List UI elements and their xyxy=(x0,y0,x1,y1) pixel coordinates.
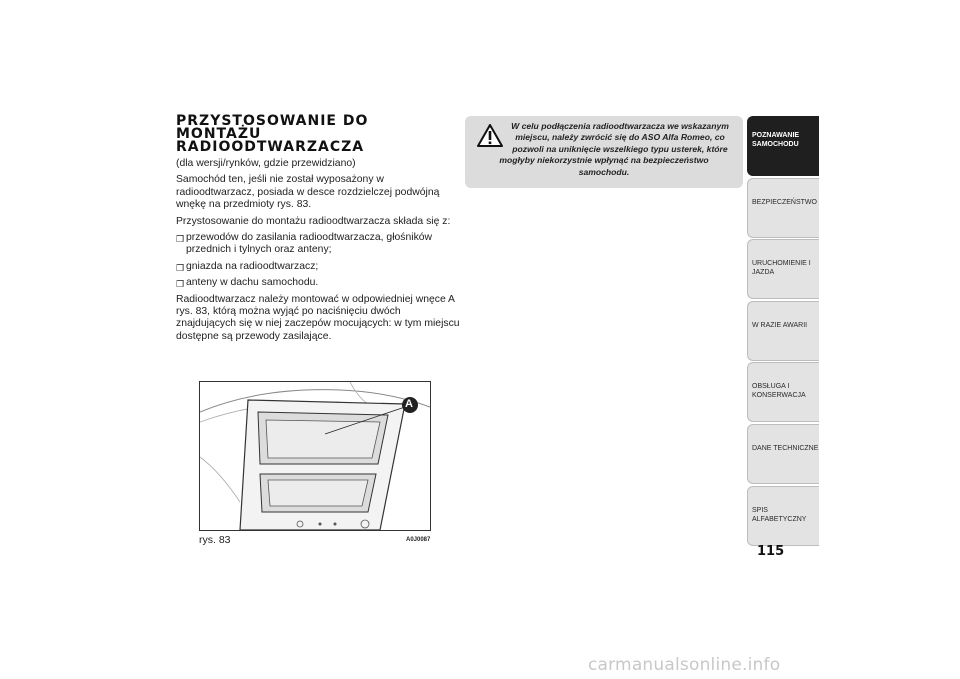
tab-label: SPIS ALFABETYCZNY xyxy=(752,506,807,523)
watermark: carmanualsonline.info xyxy=(588,655,781,675)
warning-line: pozwoli na uniknięcie wszelkiego typu usterek, które xyxy=(512,143,728,154)
tab-uruchomienie-i-jazda[interactable] xyxy=(747,239,819,299)
tab-label: URUCHOMIENIE I xyxy=(752,260,811,268)
tab-label: BEZPIECZEŃSTWO xyxy=(752,198,817,206)
section-body xyxy=(176,158,461,347)
paragraph-intro: Samochód ten, jeśli nie został wyposażony w radioodtwarzacz, posiada w desce rozdzielczej podwójną wnękę na przedmioty rys. 83. xyxy=(176,174,440,211)
tab-label: DANE TECHNICZNE xyxy=(752,444,819,452)
heading-line-2: MONTAŻU xyxy=(176,126,262,142)
warning-text xyxy=(473,121,735,178)
list-item-text: przewodów do zasilania radioodtwarzacza, głośników przednich i tylnych oraz anteny; xyxy=(186,232,433,256)
warning-line: miejscu, należy zwrócić się do ASO Alfa Romeo, co xyxy=(515,132,725,143)
paragraph-installation: Radioodtwarzacz należy montować w odpowiedniej wnęce A rys. 83, którą można wyjąć po naciśnięciu dwóch znajdujących się w niej zaczepów mocujących: w tym miejscu dostępne są przewody zasilające. xyxy=(176,293,460,342)
list-item-text: gniazda na radioodtwarzacz; xyxy=(186,260,319,272)
tab-spis-alfabetyczny[interactable] xyxy=(747,486,819,546)
chapter-tabs xyxy=(747,116,819,547)
dashboard-illustration xyxy=(200,382,430,530)
callout-label: A xyxy=(405,398,413,410)
tab-label: JAZDA xyxy=(752,269,775,277)
list-item xyxy=(176,261,461,273)
section-heading xyxy=(176,115,376,154)
tab-bezpieczenstwo[interactable] xyxy=(747,178,819,238)
tab-obsluga-i-konserwacja[interactable] xyxy=(747,362,819,422)
heading-line-1: PRZYSTOSOWANIE DO xyxy=(176,113,369,129)
warning-line: W celu podłączenia radioodtwarzacza we wskazanym xyxy=(511,121,729,131)
warning-triangle-icon xyxy=(477,124,503,147)
tab-poznawanie-samochodu[interactable] xyxy=(747,116,819,176)
tab-label: KONSERWACJA xyxy=(752,392,806,400)
tab-dane-techniczne[interactable] xyxy=(747,424,819,484)
checkbox-bullet-icon: ❒ xyxy=(176,234,185,245)
tab-label: SAMOCHODU xyxy=(752,141,799,148)
tab-label: POZNAWANIE xyxy=(752,132,800,139)
list-item-text: anteny w dachu samochodu. xyxy=(186,277,319,289)
tab-label: OBSŁUGA I xyxy=(752,383,790,391)
page-number: 115 xyxy=(757,544,785,559)
figure-caption: rys. 83 xyxy=(199,534,231,546)
list-item xyxy=(176,232,461,257)
checkbox-bullet-icon: ❒ xyxy=(176,262,185,273)
checkbox-bullet-icon: ❒ xyxy=(176,279,185,290)
section-subtitle: (dla wersji/rynków, gdzie przewidziano) xyxy=(176,158,356,169)
tab-label: W RAZIE AWARII xyxy=(752,321,808,329)
figure-code: A0J0087 xyxy=(406,537,431,543)
warning-line: mogłyby niekorzystnie wpłynąć na bezpieczeństwo samochodu. xyxy=(499,155,709,177)
heading-line-3: RADIOODTWARZACZA xyxy=(176,139,365,155)
paragraph-components: Przystosowanie do montażu radioodtwarzacza składa się z: xyxy=(176,215,451,227)
list-item xyxy=(176,277,461,289)
warning-box xyxy=(465,116,743,188)
figure-dashboard-compartment xyxy=(199,381,431,531)
tab-w-razie-awarii[interactable] xyxy=(747,301,819,361)
